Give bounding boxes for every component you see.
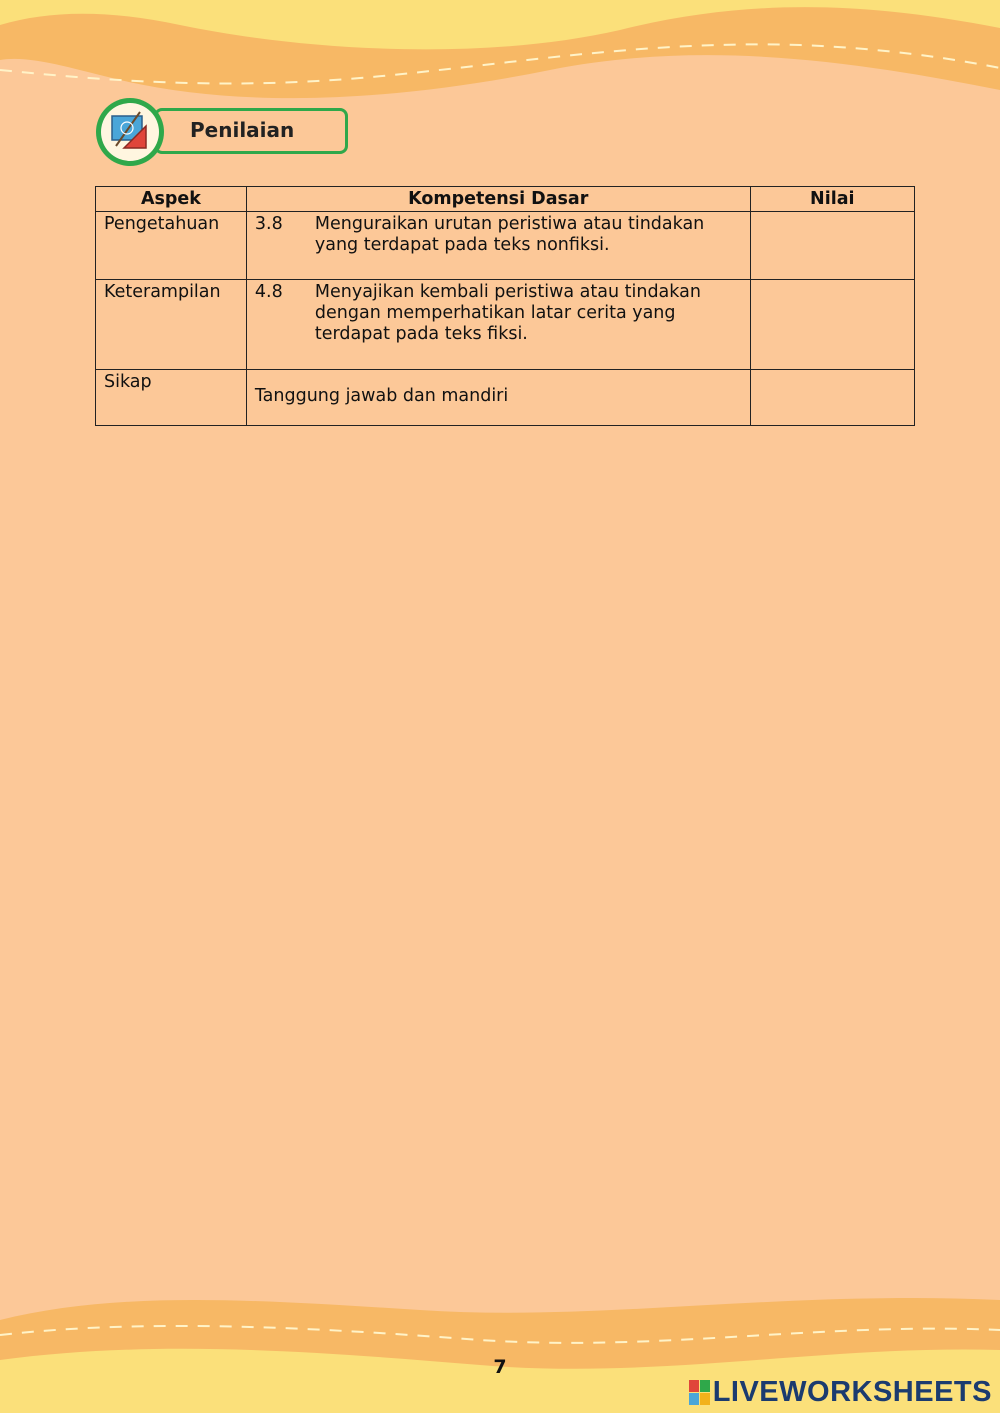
- header-kompetensi-dasar: Kompetensi Dasar: [246, 187, 750, 212]
- nilai-cell[interactable]: [750, 370, 914, 426]
- header-aspek: Aspek: [96, 187, 247, 212]
- aspek-cell: Pengetahuan: [96, 212, 247, 280]
- table-row: [96, 280, 915, 370]
- kd-cell: [246, 370, 750, 426]
- kd-text: Menguraikan urutan peristiwa atau tindakan yang terdapat pada teks nonfiksi.: [314, 214, 705, 255]
- table-row: [96, 212, 915, 280]
- aspek-cell: Keterampilan: [96, 280, 247, 370]
- kd-cell: [246, 280, 750, 370]
- geometry-tools-icon: [94, 96, 166, 168]
- table-row: [96, 370, 915, 426]
- liveworksheets-logo[interactable]: [689, 1374, 992, 1410]
- nilai-cell[interactable]: [750, 280, 914, 370]
- section-title: Penilaian: [190, 118, 295, 142]
- liveworksheets-blocks-icon: [689, 1380, 710, 1405]
- header-nilai: Nilai: [750, 187, 914, 212]
- aspek-cell: Sikap: [96, 370, 247, 426]
- nilai-cell[interactable]: [750, 212, 914, 280]
- assessment-table: [95, 186, 915, 426]
- kd-number: 3.8: [254, 214, 283, 234]
- kd-text: Menyajikan kembali peristiwa atau tindakan dengan memperhatikan latar cerita yang terdapat pada teks fiksi.: [314, 282, 701, 344]
- kd-number: 4.8: [254, 282, 283, 302]
- brand-name: LIVEWORKSHEETS: [712, 1375, 992, 1408]
- page-number: 7: [493, 1356, 507, 1378]
- table-header-row: [96, 187, 915, 212]
- kd-text: Tanggung jawab dan mandiri: [254, 386, 509, 406]
- section-header: [94, 96, 364, 170]
- kd-cell: [246, 212, 750, 280]
